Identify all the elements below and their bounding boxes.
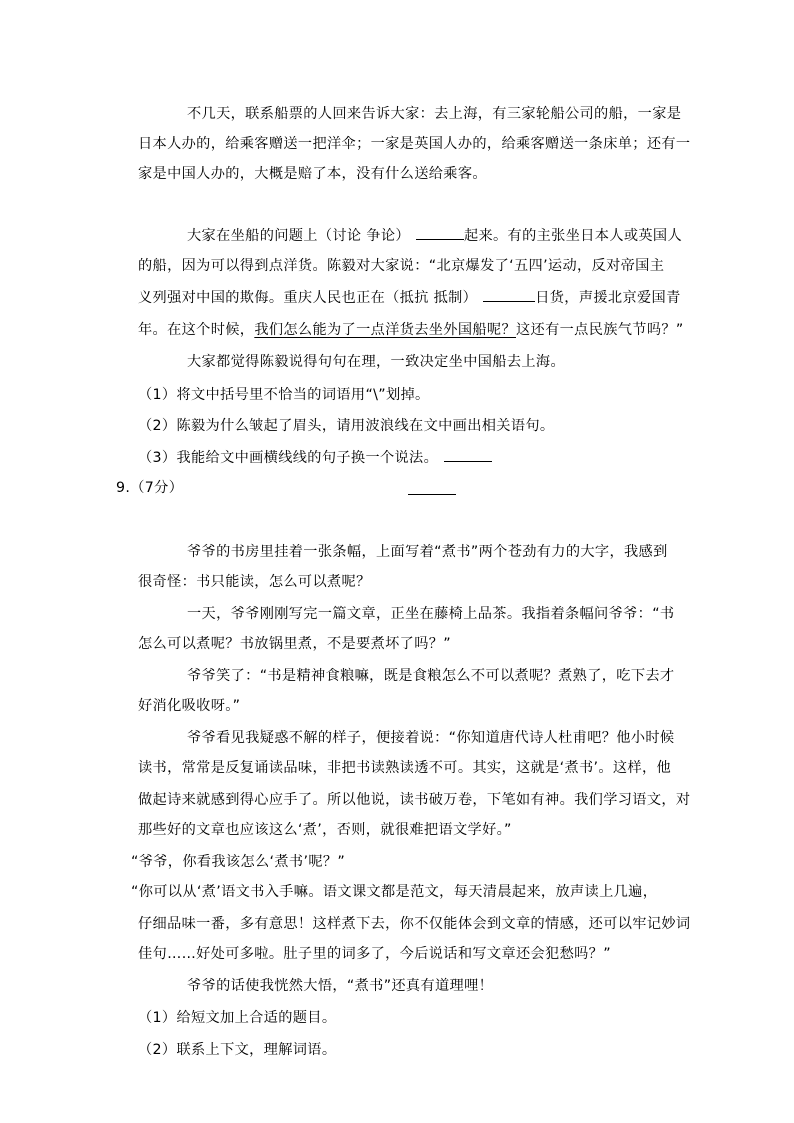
passage-line: 爷爷的书房里挂着一张条幅，上面写着“煮书”两个苍劲有力的大字，我感到: [187, 544, 668, 560]
passage-line: 爷爷的话使我恍然大悟，“煮书”还真有道理哩！: [187, 978, 494, 994]
passage-text: 义列强对中国的欺侮。重庆人民也正在（抵抗 抵制）: [138, 290, 478, 306]
answer-blank[interactable]: [444, 449, 492, 462]
question-header: 9.（7分）: [116, 480, 184, 496]
passage-line: 做起诗来就感到得心应手了。所以他说，读书破万卷，下笔如有神。我们学习语文，对: [138, 792, 691, 808]
passage-line: 好消化吸收呀。”: [138, 698, 241, 714]
passage-text: 这还有一点民族气节吗？”: [516, 322, 684, 338]
passage-line: 不几天，联系船票的人回来告诉大家：去上海，有三家轮船公司的船，一家是: [187, 106, 682, 122]
passage-line: 怎么可以煮呢？书放锅里煮，不是要煮坏了吗？”: [138, 636, 451, 652]
passage-line: 家是中国人办的，大概是赔了本，没有什么送给乘客。: [138, 166, 487, 182]
passage-text: 大家在坐船的问题上（讨论 争论）: [187, 228, 410, 244]
passage-line: 读书，常常是反复诵读品味，非把书读熟读透不可。其实，这就是‘煮书’。这样，他: [138, 760, 672, 776]
question-item: （2）联系上下文，理解词语。: [138, 1042, 337, 1058]
question-item: [138, 448, 492, 468]
passage-text: 年。在这个时候，: [138, 322, 255, 338]
passage-line: 一天，爷爷刚刚写完一篇文章，正坐在藤椅上品茶。我指着条幅问爷爷：“书: [187, 606, 675, 622]
question-item: （2）陈毅为什么皱起了眉头，请用波浪线在文中画出相关语句。: [138, 418, 555, 434]
question-text: （3）我能给文中画横线线的句子换一个说法。: [138, 450, 439, 466]
passage-text: 日货，声援北京爱国青: [535, 290, 681, 306]
question-item: （1）将文中括号里不恰当的词语用“\”划掉。: [138, 387, 430, 403]
passage-line: [138, 288, 681, 308]
passage-line: 很奇怪：书只能读，怎么可以煮呢？: [138, 574, 371, 590]
passage-line: “你可以从‘煮’语文书入手嘛。语文课文都是范文，每天清晨起来，放声读上几遍，: [131, 884, 658, 900]
passage-line: 仔细品味一番，多有意思！这样煮下去，你不仅能体会到文章的情感，还可以牢记妙词: [138, 916, 691, 932]
passage-line: “爷爷，你看我该怎么‘煮书’呢？”: [131, 854, 346, 870]
passage-line: 佳句……好处可多啦。肚子里的词多了，今后说话和写文章还会犯愁吗？”: [138, 946, 611, 962]
passage-line: 大家都觉得陈毅说得句句在理，一致决定坐中国船去上海。: [187, 354, 565, 370]
passage-line: 爷爷看见我疑惑不解的样子，便接着说：“你知道唐代诗人杜甫吧？他小时候: [187, 730, 675, 746]
passage-line: [187, 226, 682, 246]
passage-line: [138, 320, 684, 340]
passage-line: 爷爷笑了：“书是精神食粮嘛，既是食粮怎么不可以煮呢？煮熟了，吃下去才: [187, 668, 675, 684]
passage-line: 的船，因为可以得到点洋货。陈毅对大家说：“北京爆发了‘五四’运动，反对帝国主: [138, 258, 665, 274]
answer-blank[interactable]: [416, 227, 464, 240]
passage-line: 那些好的文章也应该这么‘煮’，否则，就很难把语文学好。”: [138, 822, 512, 838]
passage-text: 起来。有的主张坐日本人或英国人: [463, 228, 683, 244]
answer-blank[interactable]: [483, 289, 535, 302]
title-blank[interactable]: [408, 494, 456, 495]
question-item: （1）给短文加上合适的题目。: [138, 1010, 337, 1026]
passage-line: 日本人办的，给乘客赠送一把洋伞；一家是英国人办的，给乘客赠送一条床单；还有一: [138, 136, 691, 152]
underlined-sentence: 我们怎么能为了一点洋货去坐外国船呢？: [254, 322, 516, 338]
